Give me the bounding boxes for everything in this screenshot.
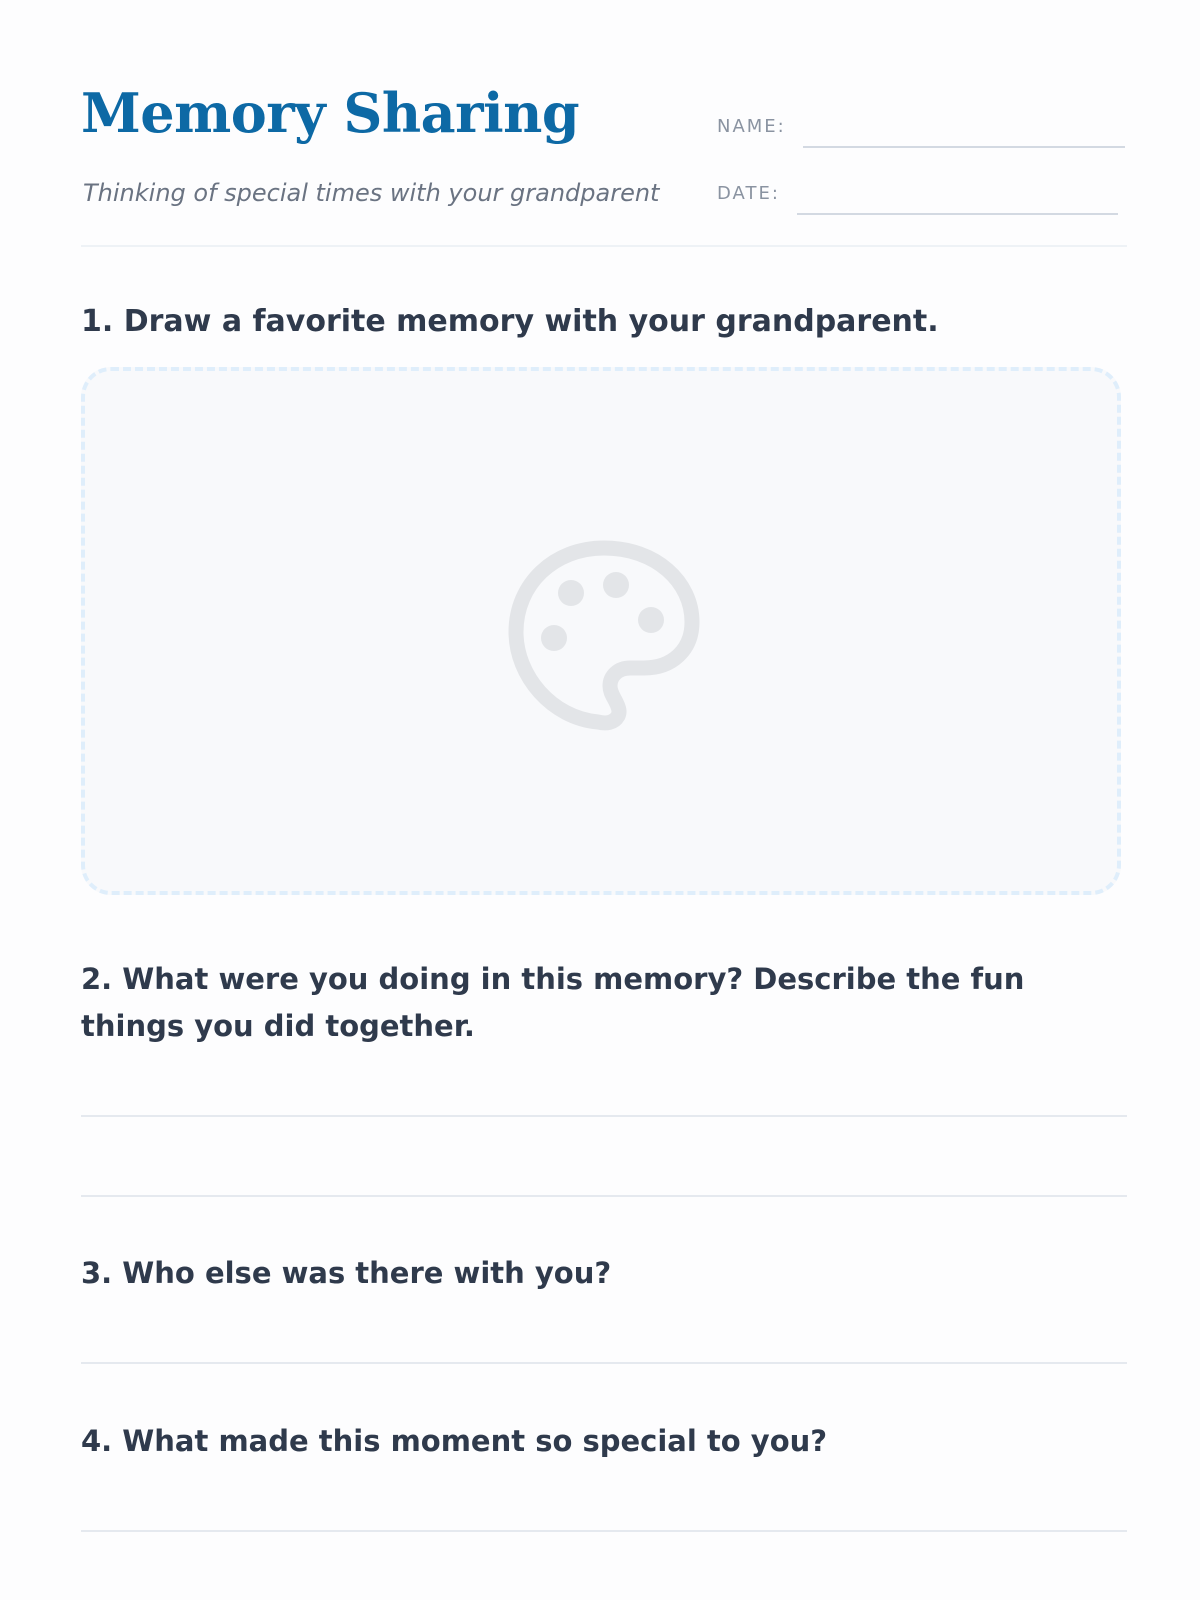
worksheet-subtitle: Thinking of special times with your grandparent — [83, 179, 660, 207]
worksheet-title: Memory Sharing — [81, 81, 580, 145]
answer-line[interactable] — [81, 1362, 1127, 1364]
answer-line[interactable] — [81, 1530, 1127, 1532]
date-field — [717, 183, 1127, 217]
palette-icon — [506, 536, 702, 732]
name-label: NAME: — [717, 116, 786, 137]
question-1: 1. Draw a favorite memory with your grandparent. — [81, 304, 939, 339]
answer-line[interactable] — [81, 1195, 1127, 1197]
worksheet-header — [81, 0, 1127, 247]
worksheet-page — [81, 0, 1127, 1600]
date-write-line[interactable] — [797, 213, 1118, 215]
question-4: 4. What made this moment so special to you? — [81, 1424, 828, 1458]
name-field — [717, 116, 1127, 150]
question-2: 2. What were you doing in this memory? Describe the fun things you did together. — [81, 962, 1025, 1043]
question-3: 3. Who else was there with you? — [81, 1256, 612, 1290]
answer-line[interactable] — [81, 1115, 1127, 1117]
date-label: DATE: — [717, 183, 780, 204]
name-write-line[interactable] — [803, 146, 1125, 148]
drawing-area[interactable] — [81, 367, 1121, 895]
